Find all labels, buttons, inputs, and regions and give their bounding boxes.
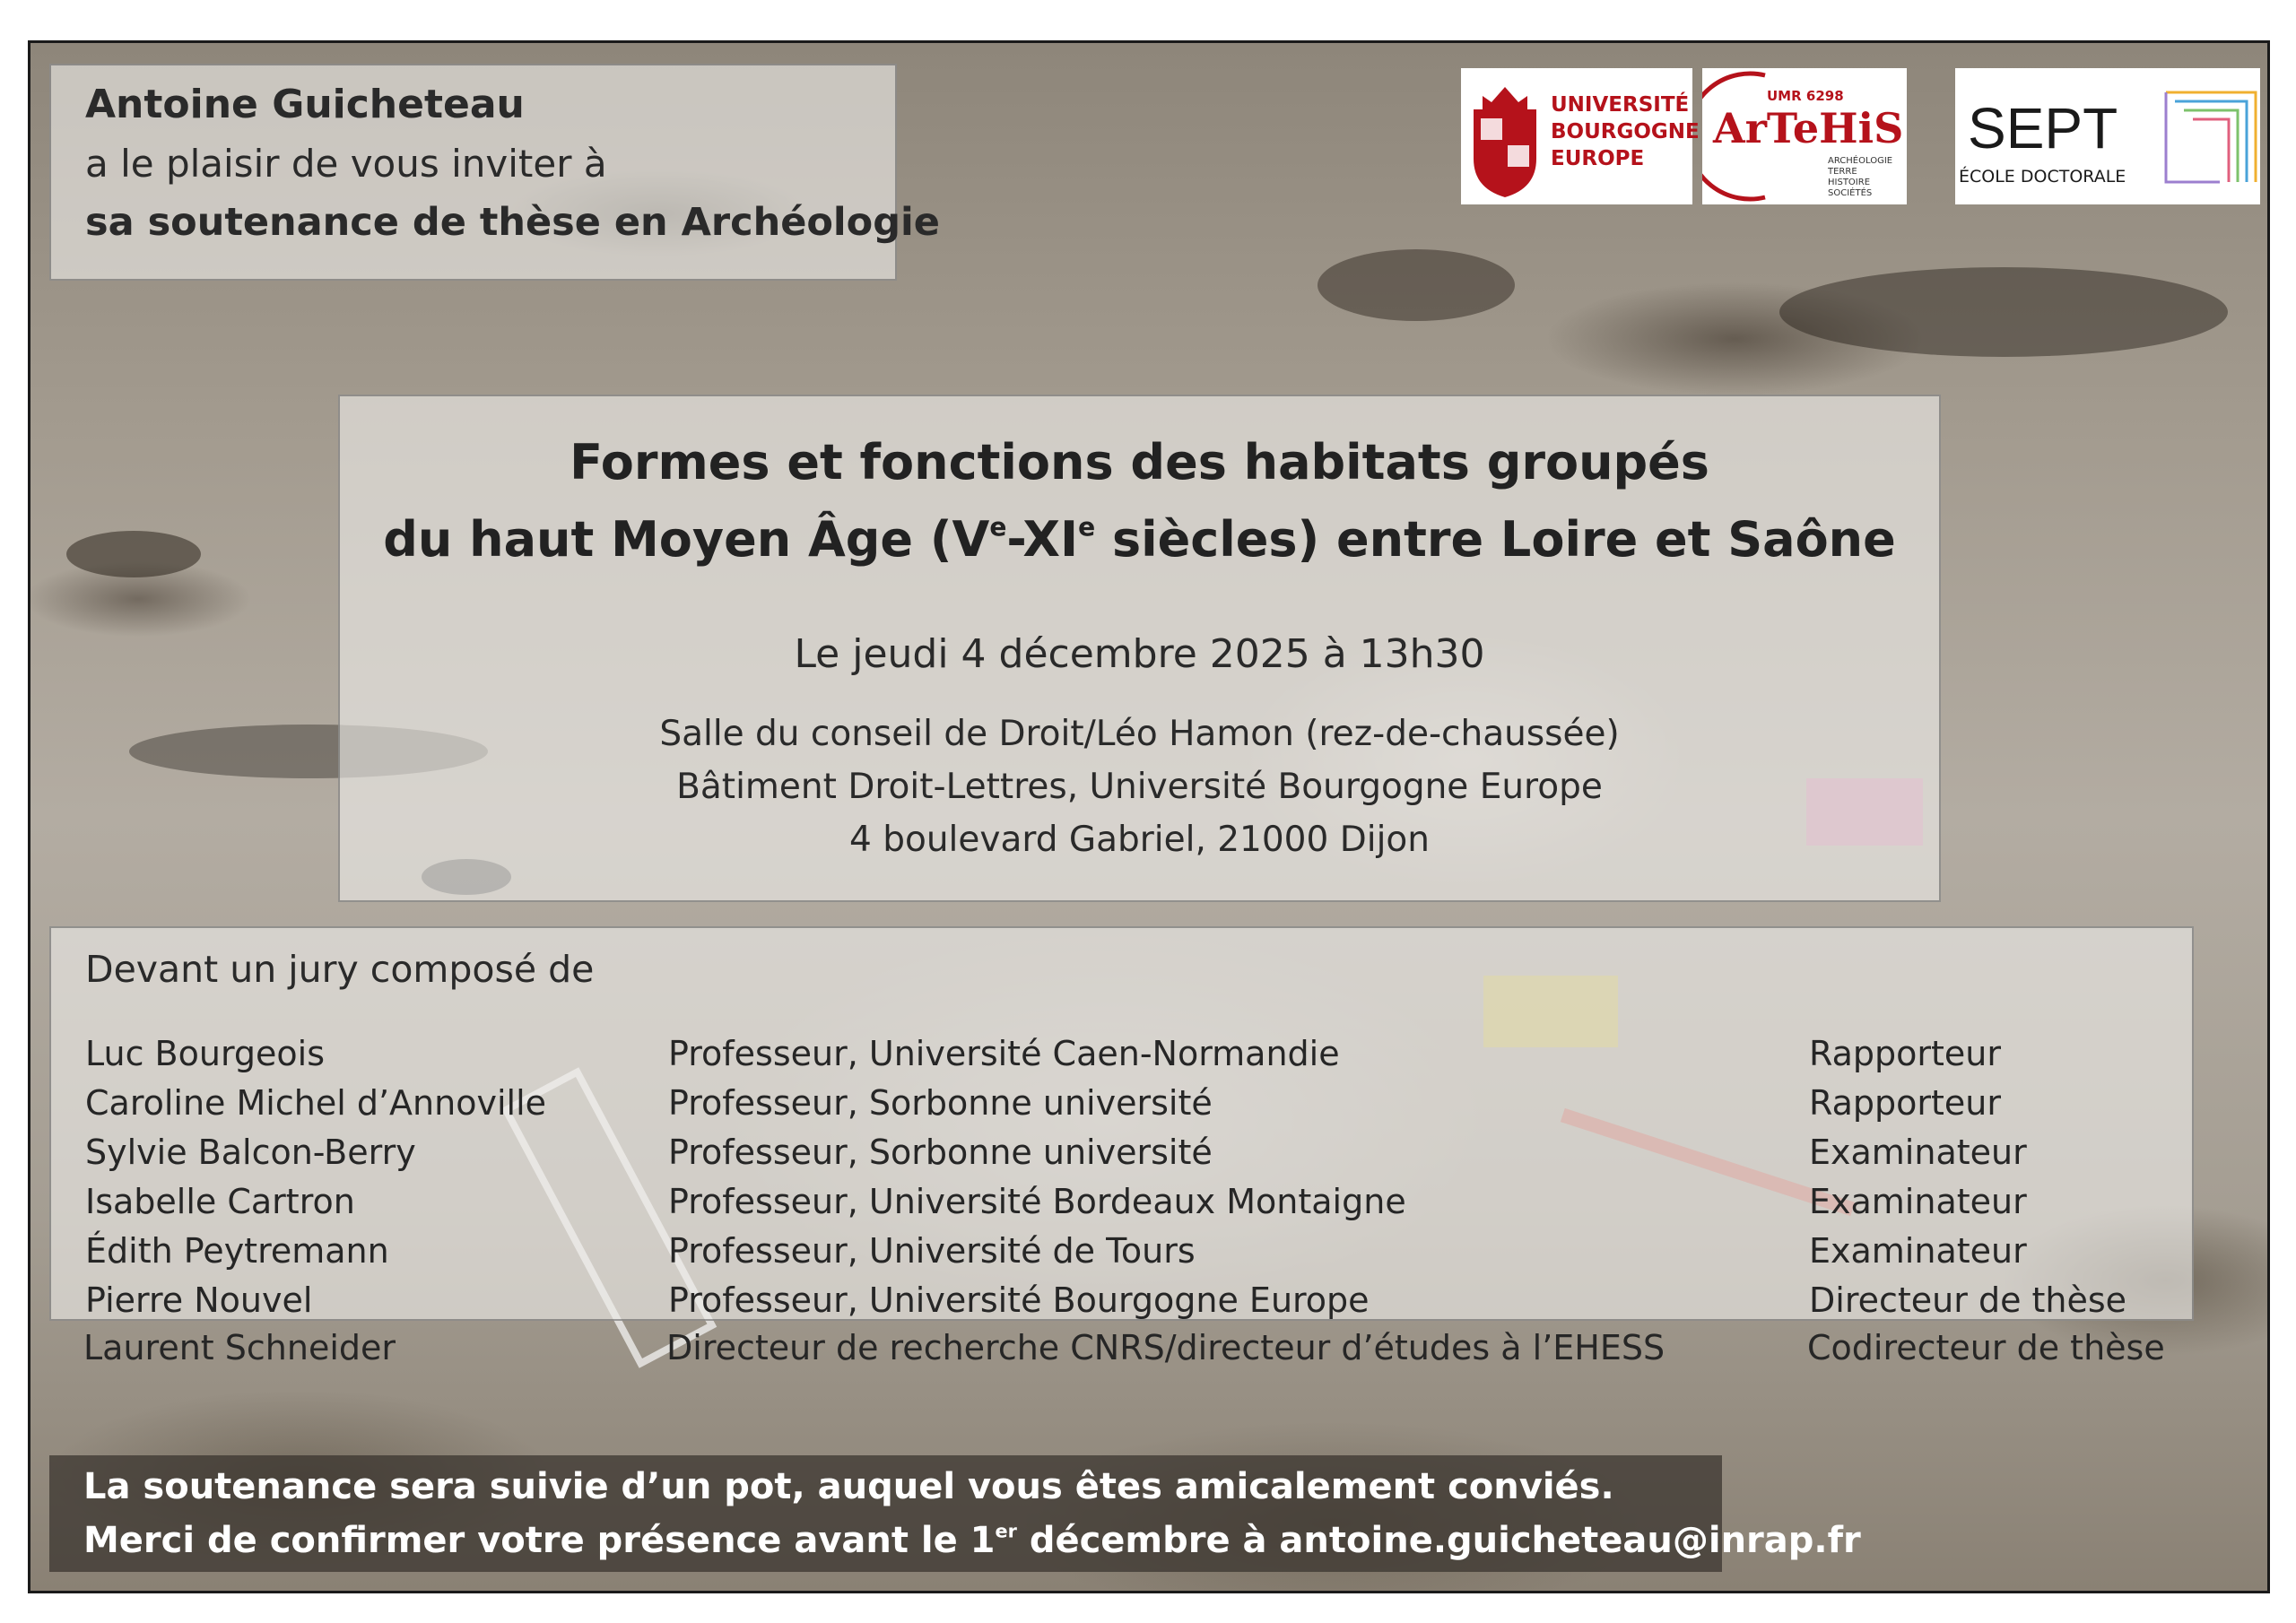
address-line-2: Bâtiment Droit-Lettres, Université Bourgogne Europe (676, 767, 1603, 807)
rsvp-notice: Merci de confirmer votre présence avant le 1er décembre à antoine.guicheteau@inrap.fr (83, 1520, 1861, 1561)
jury-name: Luc Bourgeois (85, 1034, 326, 1073)
jury-position: Professeur, Université Bordeaux Montaigne (668, 1182, 1406, 1221)
sept-name: SEPT (1968, 96, 2118, 161)
thesis-title-line-2: du haut Moyen Âge (Ve-XIe siècles) entre Loire et Saône (383, 511, 1896, 568)
artehis-sub-3: HISTOIRE (1828, 178, 1871, 187)
address-line-1: Salle du conseil de Droit/Léo Hamon (rez-de-chaussée) (659, 714, 1620, 754)
jury-name: Isabelle Cartron (85, 1182, 355, 1221)
thesis-panel (338, 395, 1941, 902)
jury-name: Édith Peytremann (85, 1231, 389, 1271)
jury-row (51, 1182, 2192, 1228)
address-line-3: 4 boulevard Gabriel, 21000 Dijon (849, 820, 1430, 860)
jury-role: Examinateur (1809, 1133, 2027, 1172)
jury-name: Sylvie Balcon-Berry (85, 1133, 416, 1172)
invitation-panel (49, 64, 940, 281)
artehis-name: ArTeHiS (1713, 104, 1904, 152)
doctorant-name: Antoine Guicheteau (85, 82, 525, 127)
jury-role: Codirecteur de thèse (1807, 1328, 2165, 1367)
invitation-text: a le plaisir de vous inviter à (85, 142, 607, 186)
thesis-title-line-1: Formes et fonctions des habitats groupés (570, 434, 1709, 490)
artehis-sub-2: TERRE (1828, 167, 1857, 177)
ube-line-2: BOURGOGNE (1551, 120, 1700, 143)
footer-panel (49, 1455, 1861, 1572)
jury-row (51, 1083, 2192, 1130)
jury-position: Professeur, Sorbonne université (668, 1133, 1213, 1172)
jury-row (51, 1231, 2192, 1278)
jury-position: Professeur, Sorbonne université (668, 1083, 1213, 1123)
jury-row (51, 1280, 2192, 1327)
jury-name: Caroline Michel d’Annoville (85, 1083, 547, 1123)
artehis-umr: UMR 6298 (1767, 88, 1844, 104)
pit-shape (66, 531, 201, 577)
defense-subject: sa soutenance de thèse en Archéologie (85, 200, 940, 245)
jury-role: Examinateur (1809, 1182, 2027, 1221)
artehis-logo (1702, 68, 1907, 204)
jury-role: Directeur de thèse (1809, 1280, 2127, 1320)
jury-position: Professeur, Université de Tours (668, 1231, 1196, 1271)
artehis-sub-1: ARCHÉOLOGIE (1828, 156, 1893, 166)
background-photo (28, 40, 2270, 1593)
jury-heading: Devant un jury composé de (85, 948, 595, 991)
defense-date: Le jeudi 4 décembre 2025 à 13h30 (794, 631, 1485, 677)
reception-notice: La soutenance sera suivie d’un pot, auquel vous êtes amicalement conviés. (83, 1466, 1614, 1507)
pit-shape (1318, 249, 1515, 321)
jury-row (51, 1133, 2192, 1179)
jury-row (51, 1034, 2192, 1081)
jury-row (49, 1328, 2190, 1375)
jury-name: Pierre Nouvel (85, 1280, 313, 1320)
jury-role: Examinateur (1809, 1231, 2027, 1271)
jury-panel (49, 926, 2194, 1321)
ube-line-1: UNIVERSITÉ (1551, 93, 1690, 117)
sept-logo (1955, 68, 2260, 204)
jury-name: Laurent Schneider (83, 1328, 396, 1367)
jury-position: Professeur, Université Caen-Normandie (668, 1034, 1340, 1073)
jury-role: Rapporteur (1809, 1034, 2001, 1073)
sept-subtitle: ÉCOLE DOCTORALE (1959, 167, 2126, 187)
jury-role: Rapporteur (1809, 1083, 2001, 1123)
ube-line-3: EUROPE (1551, 147, 1645, 170)
artehis-sub-4: SOCIÉTÉS (1828, 188, 1873, 198)
sept-squares-icon (2161, 88, 2260, 187)
jury-position: Directeur de recherche CNRS/directeur d’études à l’EHESS (666, 1328, 1665, 1367)
jury-position: Professeur, Université Bourgogne Europe (668, 1280, 1370, 1320)
ube-logo (1461, 68, 1700, 204)
pit-shape (1779, 267, 2228, 357)
